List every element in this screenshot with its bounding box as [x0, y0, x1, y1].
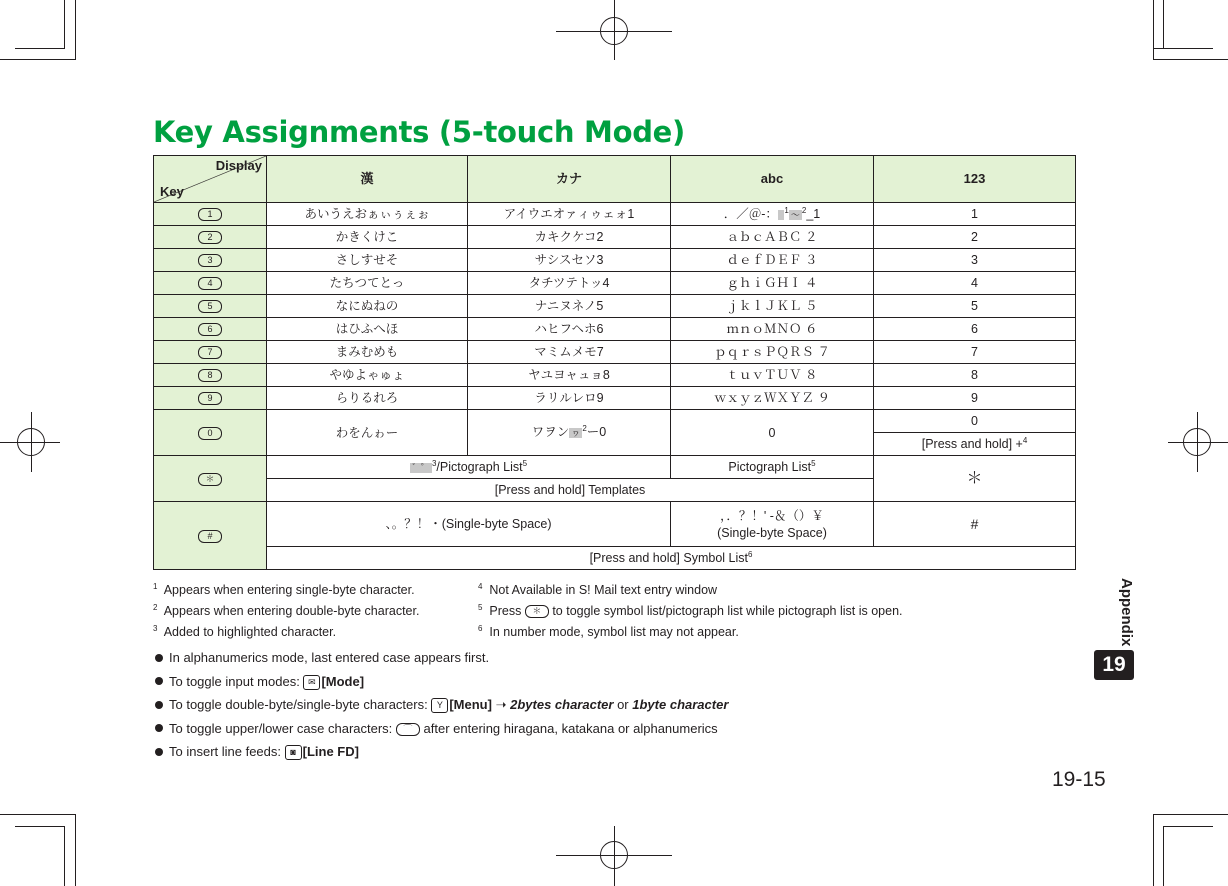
crop-mark [1153, 48, 1213, 49]
chapter-number-badge: 19 [1094, 650, 1134, 680]
kana-text-post: ー0 [586, 425, 607, 439]
footnote: $^4$ Not Available in S! Mail text entry window [478, 581, 718, 597]
table-header-row [154, 156, 1076, 203]
cell-abc: ｍｎｏＭＮＯ ６ [671, 318, 874, 341]
cell-kanji: やゆよゃゅょ [267, 364, 468, 387]
hold-text: [Press and hold] Symbol List [589, 551, 748, 565]
corner-display-label: Display [215, 158, 262, 173]
cell-abc: ｊｋｌＪＫＬ ５ [671, 295, 874, 318]
footnote: $^5$ Press ＊ to toggle symbol list/pictograph list while pictograph list is open. [478, 602, 903, 618]
table-row [154, 203, 1076, 226]
pictograph-list-text: Pictograph List [728, 460, 812, 474]
footnote: $^2$ Appears when entering double-byte character. [153, 602, 420, 618]
cell-num: 4 [874, 272, 1076, 295]
header-kanji: 漢 [267, 156, 468, 203]
star-key-icon: ＊ [525, 605, 549, 618]
crop-mark [64, 826, 65, 886]
list-item: To toggle upper/lower case characters: ⌒ after entering hiragana, katakana or alphanumerics [155, 717, 728, 741]
cell-kana: ワヲン ヮ $^2$ー0 [468, 410, 671, 456]
crop-mark [1163, 826, 1213, 827]
dakuten-glyph: ゛゜ [411, 462, 430, 473]
cell-num: 8 [874, 364, 1076, 387]
cell-num: 1 [874, 203, 1076, 226]
cell-kanji: なにぬねの [267, 295, 468, 318]
cell-abc: 0 [671, 410, 874, 456]
cell-kana: アイウエオァィゥェォ1 [468, 203, 671, 226]
key-cell [154, 387, 267, 410]
cell-hold: [Press and hold] Symbol List$^6$ [267, 547, 1076, 570]
instruction-list [155, 646, 728, 764]
footnotes-left [153, 580, 419, 643]
crop-mark [75, 0, 76, 60]
table-row [154, 249, 1076, 272]
cell-kana: タチツテトッ4 [468, 272, 671, 295]
cell-kanji-kana: ゛゜ $^3$/Pictograph List$^5$ [267, 456, 671, 479]
key-6-icon: 6 [198, 323, 222, 336]
registration-target [17, 428, 45, 456]
crop-mark [75, 814, 76, 886]
cell-kanji-kana: 、。？！・(Single-byte Space) [267, 502, 671, 547]
registration-target [1183, 428, 1211, 456]
yahoo-key-icon: Y [431, 698, 448, 713]
num-hold-text: [Press and hold] + [921, 437, 1023, 451]
crop-mark [1153, 814, 1228, 815]
cell-kana: マミムメモ7 [468, 341, 671, 364]
cell-kanji: たちつてとっ [267, 272, 468, 295]
registration-target [600, 17, 628, 45]
cell-kanji: まみむめも [267, 341, 468, 364]
pictograph-list-text: /Pictograph List [436, 459, 523, 474]
key-cell [154, 295, 267, 318]
bullet-icon [155, 701, 163, 709]
abc-text-pre: ．／＠-： [723, 206, 778, 221]
crop-mark [0, 59, 76, 60]
abc-text-post: _1 [806, 206, 821, 221]
cell-kana: ラリルレロ9 [468, 387, 671, 410]
crop-mark [15, 826, 65, 827]
cell-kanji: わをんゎー [267, 410, 468, 456]
footnote: $^3$ Added to highlighted character. [153, 623, 337, 639]
page-number: 19-15 [1052, 768, 1106, 791]
cell-abc [671, 502, 874, 547]
key-1-icon: 1 [198, 208, 222, 221]
key-cell [154, 203, 267, 226]
cell-num: 3 [874, 249, 1076, 272]
table-row [154, 272, 1076, 295]
crop-mark [64, 0, 65, 48]
cell-num: 9 [874, 387, 1076, 410]
key-3-icon: 3 [198, 254, 222, 267]
table-row [154, 226, 1076, 249]
table-row [154, 295, 1076, 318]
footnote: $^1$ Appears when entering single-byte character. [153, 581, 415, 597]
bullet-icon [155, 677, 163, 685]
table-row [154, 547, 1076, 570]
table-row [154, 502, 1076, 547]
key-cell [154, 341, 267, 364]
list-item: To toggle double-byte/single-byte characters: Y [Menu] ➝ 2bytes character or 1byte character [155, 693, 728, 717]
cell-abc: ．／＠-： $^1$ 〜 $^2$_1 [671, 203, 874, 226]
cell-kanji: らりるれろ [267, 387, 468, 410]
key-2-icon: 2 [198, 231, 222, 244]
appendix-tab-label: Appendix [1118, 577, 1135, 646]
cell-num: # [874, 502, 1076, 547]
key-cell [154, 318, 267, 341]
key-cell [154, 364, 267, 387]
cell-kanji: かきくけこ [267, 226, 468, 249]
abc-line-2: (Single-byte Space) [717, 525, 827, 540]
key-5-icon: 5 [198, 300, 222, 313]
cell-num: 2 [874, 226, 1076, 249]
list-item: To toggle input modes: ✉ [Mode] [155, 670, 728, 694]
cell-abc: Pictograph List$^5$ [671, 456, 874, 479]
call-key-icon: ⌒ [396, 723, 420, 736]
key-0-icon: 0 [198, 427, 222, 440]
crop-mark [0, 814, 76, 815]
key-7-icon: 7 [198, 346, 222, 359]
list-item: To insert line feeds: ◙ [Line FD] [155, 740, 728, 764]
kana-text-pre: ワヲン [531, 425, 570, 439]
corner-header [154, 156, 267, 203]
abc-line-1: ，．？！' -＆（）￥ [720, 508, 824, 523]
wave-dash-glyph: 〜 [790, 209, 800, 220]
crop-mark [1153, 0, 1154, 60]
cell-abc: ｔｕｖＴＵＶ ８ [671, 364, 874, 387]
table-row [154, 341, 1076, 364]
key-8-icon: 8 [198, 369, 222, 382]
crop-mark [1163, 826, 1164, 886]
cell-kana: ヤユヨャュョ8 [468, 364, 671, 387]
cell-abc: ａｂｃＡＢＣ ２ [671, 226, 874, 249]
key-cell [154, 456, 267, 502]
cell-kanji: はひふへほ [267, 318, 468, 341]
cell-abc: ｄｅｆＤＥＦ ３ [671, 249, 874, 272]
corner-key-label: Key [160, 184, 184, 199]
table-row [154, 364, 1076, 387]
cell-abc: ｐｑｒｓＰＱＲＳ ７ [671, 341, 874, 364]
crop-mark [15, 48, 65, 49]
cell-num: 0 [874, 410, 1076, 433]
key-cell [154, 272, 267, 295]
footnotes-right [478, 580, 903, 643]
footnote: $^6$ In number mode, symbol list may not appear. [478, 623, 739, 639]
small-wa-glyph: ヮ [571, 428, 581, 438]
cell-kanji: あいうえおぁぃぅぇぉ [267, 203, 468, 226]
key-cell [154, 226, 267, 249]
key-cell [154, 502, 267, 570]
key-4-icon: 4 [198, 277, 222, 290]
crop-mark [1153, 814, 1154, 886]
crop-mark [1153, 59, 1228, 60]
key-star-icon: ＊ [198, 473, 222, 486]
cell-num: 7 [874, 341, 1076, 364]
mail-key-icon: ✉ [303, 675, 320, 690]
cell-kana: ナニヌネノ5 [468, 295, 671, 318]
cell-num: 6 [874, 318, 1076, 341]
arrow-icon: ➝ [495, 697, 507, 712]
cell-kana: サシスセソ3 [468, 249, 671, 272]
key-cell [154, 410, 267, 456]
cell-abc: ｇｈｉＧＨＩ ４ [671, 272, 874, 295]
page-title: Key Assignments (5-touch Mode) [153, 115, 685, 149]
header-kana: カナ [468, 156, 671, 203]
key-assignment-table [153, 155, 1076, 570]
table-row [154, 456, 1076, 479]
header-abc: abc [671, 156, 874, 203]
key-hash-icon: # [198, 530, 222, 543]
crop-mark [1163, 0, 1164, 48]
table-row [154, 410, 1076, 433]
cell-num: ＊ [874, 456, 1076, 502]
cell-num: 5 [874, 295, 1076, 318]
table-row [154, 318, 1076, 341]
cell-kana: カキクケコ2 [468, 226, 671, 249]
bullet-icon [155, 748, 163, 756]
bullet-icon [155, 654, 163, 662]
key-cell [154, 249, 267, 272]
cell-abc: ｗｘｙｚＷＸＹＺ ９ [671, 387, 874, 410]
cell-kana: ハヒフヘホ6 [468, 318, 671, 341]
cell-num-hold: [Press and hold] +$^4$ [874, 433, 1076, 456]
cell-kanji: さしすせそ [267, 249, 468, 272]
cell-hold: [Press and hold] Templates [267, 479, 874, 502]
registration-target [600, 841, 628, 869]
table-row [154, 387, 1076, 410]
key-9-icon: 9 [198, 392, 222, 405]
bullet-icon [155, 724, 163, 732]
list-item: In alphanumerics mode, last entered case appears first. [155, 646, 728, 670]
header-123: 123 [874, 156, 1076, 203]
camera-key-icon: ◙ [285, 745, 302, 760]
